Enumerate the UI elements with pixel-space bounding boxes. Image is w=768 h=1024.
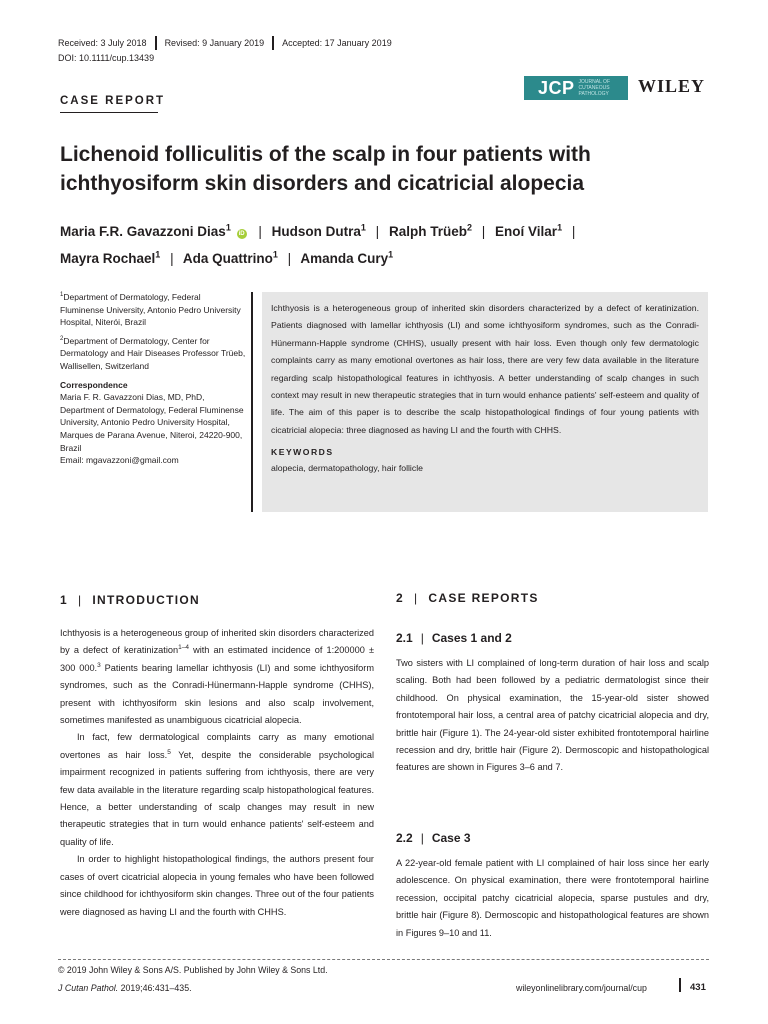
author-name: Ada Quattrino (182, 251, 273, 266)
heading-separator: | (77, 593, 83, 607)
author-name: Maria F.R. Gavazzoni Dias (60, 224, 226, 239)
abstract-text: Ichthyosis is a heterogeneous group of inherited skin disorders characterized by a defect of keratinization. Patients diagnosed with lamellar ichthyosis (LI) and some ichthyosiform syndromes, such as the Conradi-Hünermann-Happle syndrome (CHHS), usually present with hair loss. Even though only few dermatologic complaints carry as many emotional overtones as hair loss, there are very few data available in the literature regarding scalp histopathological features in ichthyosis. A better understanding of scalp changes in such context may result in new therapeutic strategies that in turn would enhance patients' self-esteem and quality of life. The aim of this paper is to describe the scalp histopathological findings of four young patients with cicatricial alopecia: three diagnosed as having LI and the fourth with CHHS. (271, 303, 699, 435)
journal-name: J Cutan Pathol. (58, 983, 119, 993)
copyright-notice: © 2019 John Wiley & Sons A/S. Published by John Wiley & Sons Ltd. (58, 965, 328, 975)
heading-separator: | (420, 831, 424, 845)
affiliation-1 (60, 291, 246, 329)
received-date: Received: 3 July 2018 (58, 38, 147, 48)
text-run: Yet, despite the considerable psychological impairment recognized in patients suffering from ichthyosis, there are very few data available in the literature regarding scalp histopathological features. Hence, a better understanding of scalp changes may result in new therapeutic strategies that in turn would enhance patients' self-esteem and quality of life. (60, 749, 374, 847)
journal-logo-text: JCP (538, 77, 575, 98)
subsection-number: 2.1 (396, 631, 413, 645)
subsection-heading-cases-1-2 (396, 631, 512, 645)
citation-ref[interactable]: 5 (167, 748, 171, 756)
author-affil-sup: 2 (466, 222, 472, 233)
subsection-number: 2.2 (396, 831, 413, 845)
affiliation-sup: 2 (60, 335, 64, 342)
author-separator: | (481, 224, 486, 239)
journal-website-link[interactable]: wileyonlinelibrary.com/journal/cup (516, 983, 647, 993)
author-name: Hudson Dutra (271, 224, 361, 239)
author-separator: | (287, 251, 292, 266)
article-dates (58, 36, 392, 50)
affiliations (60, 291, 246, 473)
article-type: CASE REPORT (60, 95, 166, 107)
author-separator: | (571, 224, 576, 239)
citation-volume: 2019;46:431–435. (118, 983, 192, 993)
revised-date: Revised: 9 January 2019 (164, 38, 265, 48)
author-affil-sup: 1 (360, 222, 366, 233)
page-number: 431 (690, 982, 706, 993)
correspondence-heading: Correspondence (60, 379, 128, 390)
case-3-text (396, 855, 709, 942)
abstract-box (262, 292, 708, 512)
text-run: with an estimated incidence of 1:200000 ± 300 000. (60, 645, 374, 673)
citation-ref[interactable]: 1–4 (178, 644, 189, 652)
author-affil-sup: 1 (388, 249, 394, 260)
date-separator (272, 36, 274, 50)
journal-citation (58, 983, 192, 993)
accepted-date: Accepted: 17 January 2019 (282, 38, 392, 48)
text-run: Ichthyosis is a heterogeneous group of inherited skin disorders characterized by a defect of keratinization (60, 628, 374, 656)
subsection-title: Cases 1 and 2 (431, 631, 512, 645)
section-number: 2 (396, 591, 404, 605)
keywords-heading: KEYWORDS (271, 447, 334, 458)
doi: DOI: 10.1111/cup.13439 (58, 53, 155, 63)
footer-divider (58, 959, 709, 960)
text-run: In fact, few dermatological complaints carry as many emotional overtones as hair loss. (60, 732, 374, 760)
author-name: Amanda Cury (300, 251, 389, 266)
correspondence-email[interactable]: Email: mgavazzoni@gmail.com (60, 455, 179, 466)
paragraph: A 22-year-old female patient with LI complained of hair loss since her early adolescence. On physical examination, there were frontotemporal hairline recession, occipital patchy cicatricial alopecia, sparse pustules and dry, brittle hair (Figure 8). Dermoscopic and histopathological features are shown in Figures 9–10 and 11. (396, 858, 709, 938)
subsection-heading-case-3 (396, 831, 471, 845)
section-heading-case-reports (396, 591, 539, 605)
article-title: Lichenoid folliculitis of the scalp in four patients with ichthyosiform skin disorders and cicatricial alopecia (60, 143, 591, 195)
citation-ref[interactable]: 3 (97, 661, 101, 669)
paragraph (60, 729, 374, 851)
affiliation-sup: 1 (60, 292, 64, 299)
author-affil-sup: 1 (225, 222, 231, 233)
author-separator: | (258, 224, 262, 239)
author-affil-sup: 1 (557, 222, 563, 233)
subsection-title: Case 3 (431, 831, 471, 845)
date-separator (155, 36, 157, 50)
publisher-logo: WILEY (638, 76, 706, 96)
affiliation-2 (60, 335, 246, 373)
author-affil-sup: 1 (155, 249, 161, 260)
footer-separator (679, 978, 681, 992)
cases-1-2-text (396, 655, 709, 777)
author-name: Enoí Vilar (495, 224, 558, 239)
heading-separator: | (413, 591, 419, 605)
author-separator: | (375, 224, 380, 239)
affiliation-text: Department of Dermatology, Center for Dermatology and Hair Diseases Professor Trüeb, Wallisellen, Switzerland (60, 335, 246, 371)
journal-logo-small: JOURNAL OF CUTANEOUS PATHOLOGY (578, 79, 610, 97)
keywords-list: alopecia, dermatopathology, hair follicle (271, 463, 423, 474)
section-title: INTRODUCTION (92, 593, 200, 607)
paragraph: In order to highlight histopathological findings, the authors present four cases of overt cicatricial alopecia in young females who have been followed since childhood for ichthyosiform skin changes. Three out of the four patients were diagnosed as having LI and the fourth with CHHS. (60, 854, 374, 917)
section-number: 1 (60, 593, 68, 607)
correspondence-address: Maria F. R. Gavazzoni Dias, MD, PhD, Department of Dermatology, Federal Fluminense University, Antonio Pedro University Hospital, Marques de Parana Avenue, Niteroi, 24220-900, Brazil (60, 392, 244, 453)
paragraph (60, 625, 374, 729)
paragraph: Two sisters with LI complained of long-term duration of hair loss and scalp scaling. Both had been followed by a pediatric dermatologist since their childhood. On physical examination, the 15-year-old sister showed frontotemporal hair loss, a central area of patchy cicatricial alopecia and dry, brittle hair (Figure 1). The 24-year-old sister exhibited frontotemporal hairline recession and dry, brittle hair (Figure 2). Dermoscopic and histopathological features are shown in Figures 3–6 and 7. (396, 658, 709, 773)
heading-separator: | (420, 631, 424, 645)
affiliation-text: Department of Dermatology, Federal Fluminense University, Antonio Pedro University Hospital, Niterói, Brazil (60, 292, 241, 328)
column-divider (251, 292, 253, 512)
author-name: Ralph Trüeb (388, 224, 467, 239)
author-separator: | (170, 251, 174, 266)
text-run: Patients bearing lamellar ichthyosis (LI) and some ichthyosiform syndromes, such as the Conradi-Hünermann-Happle syndrome (CHHS), present with ichthyosiform skin lesions and also scalp involvement, sometimes manifested as unambiguous cicatricial alopecia. (60, 662, 375, 726)
article-type-underline (60, 112, 158, 113)
author-list (60, 218, 680, 272)
author-name: Mayra Rochael (60, 251, 156, 266)
journal-logo (524, 76, 628, 100)
section-title: CASE REPORTS (428, 591, 539, 605)
author-affil-sup: 1 (272, 249, 278, 260)
section-heading-introduction (60, 593, 200, 607)
introduction-text (60, 625, 374, 921)
orcid-icon[interactable]: iD (238, 231, 245, 237)
